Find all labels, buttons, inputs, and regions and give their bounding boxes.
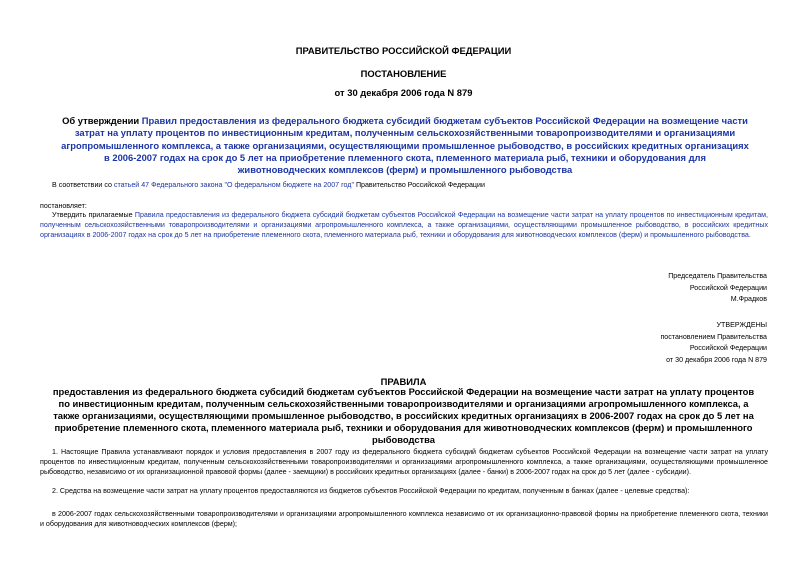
signature-country: Российской Федерации [689,283,767,292]
intro-paragraph [52,180,772,190]
signature-position: Председатель Правительства [668,272,767,280]
rules-paragraph-2: 2. Средства на возмещение части затрат на уплату процентов предоставляются из бюджетов субъектов Российской Федерации по кредитам, полученным в банках (далее - целевые средства): [52,487,690,495]
decree-type: ПОСТАНОВЛЕНИЕ [360,68,447,79]
rules-link[interactable]: Правила предоставления из федерального бюджета субсидий бюджетам субъектов Российской Федерации на возмещение части затрат на уплату процентов по инвестиционным кредитам, полученным сельскохозяйственными товаропроизводителями и организациями агропромышленного комплекса, а также организациями, осуществляющими промышленное рыбоводство, в российских кредитных организациях в 2006-2007 годах на срок до 5 лет на приобретение племенного скота, племенного материала рыб, техники и оборудования для животноводческих комплексов (ферм) и промышленного рыбоводства. [40,211,768,240]
intro-suffix: Правительство Российской Федерации [353,181,485,189]
rules-heading: ПРАВИЛА [380,376,427,387]
document-title [60,115,750,176]
government-header: ПРАВИТЕЛЬСТВО РОССИЙСКОЙ ФЕДЕРАЦИИ [295,45,512,56]
approve-paragraph [40,210,768,241]
rules-title-link[interactable]: Правил предоставления из федерального бюджета субсидий бюджетам субъектов Российской Федерации на возмещение части затрат на уплату процентов по инвестиционным кредитам, полученным сельскохозяйственными товаропроизводителями и организациями агропромышленного комплекса, а также организациями, осуществляющими промышленное рыбоводство, в российских кредитных организациях в 2006-2007 годах на срок до 5 лет на приобретение племенного скота, племенного материала рыб, техники и оборудования для животноводческих комплексов (ферм) и промышленного рыбоводства [61,115,749,176]
rules-subtitle: предоставления из федерального бюджета субсидий бюджетам субъектов Российской Федерации на возмещение части затрат на уплату процентов по инвестиционным кредитам, полученным сельскохозяйственными товаропроизводителями и организациями агропромышленного комплекса, а также организациями, осуществляющими промышленное рыбоводство, в российских кредитных организациях в 2006-2007 годах на срок до 5 лет на приобретение племенного скота, племенного материала рыб, техники и оборудования для животноводческих комплексов (ферм) и промышленного рыбоводства [52,386,755,445]
rules-paragraph-3: в 2006-2007 годах сельскохозяйственными товаропроизводителями и организациями агропромышленного комплекса независимо от их организационно-правовой формы на приобретение племенного скота, техники и оборудования для животноводческих комплексов (ферм); [40,510,768,529]
signature-block [668,271,767,306]
approved-by: постановлением Правительства [660,332,767,341]
federal-law-link[interactable]: статьей 47 Федерального закона "О федеральном бюджете на 2007 год" [113,181,354,189]
approved-country: Российской Федерации [689,344,767,352]
intro-prefix: В соответствии со [52,181,114,189]
postanovlyaet-text: постановляет: [40,202,87,210]
approve-prefix: Утвердить прилагаемые [52,211,135,219]
decree-date: от 30 декабря 2006 года N 879 [334,87,473,98]
approved-heading: УТВЕРЖДЕНЫ [716,321,767,329]
approved-block [660,320,767,366]
approved-date: от 30 декабря 2006 года N 879 [666,355,767,364]
title-prefix: Об утверждении [62,115,142,126]
rules-paragraph-1: 1. Настоящие Правила устанавливают порядок и условия предоставления в 2007 году из федерального бюджета субсидий бюджетам субъектов Российской Федерации на возмещение части затрат на уплату процентов по инвестиционным кредитам, полученным сельскохозяйственными товаропроизводителями и организациями агропромышленного комплекса, а также организациями, осуществляющими промышленное рыбоводство, независимо от их организационной правовой формы (далее - заемщики) в российских кредитных организациях (далее - банки) в 2006-2007 годах на срок до 5 лет (далее - субсидии). [40,448,768,477]
signature-name: М.Фрадков [730,295,767,303]
